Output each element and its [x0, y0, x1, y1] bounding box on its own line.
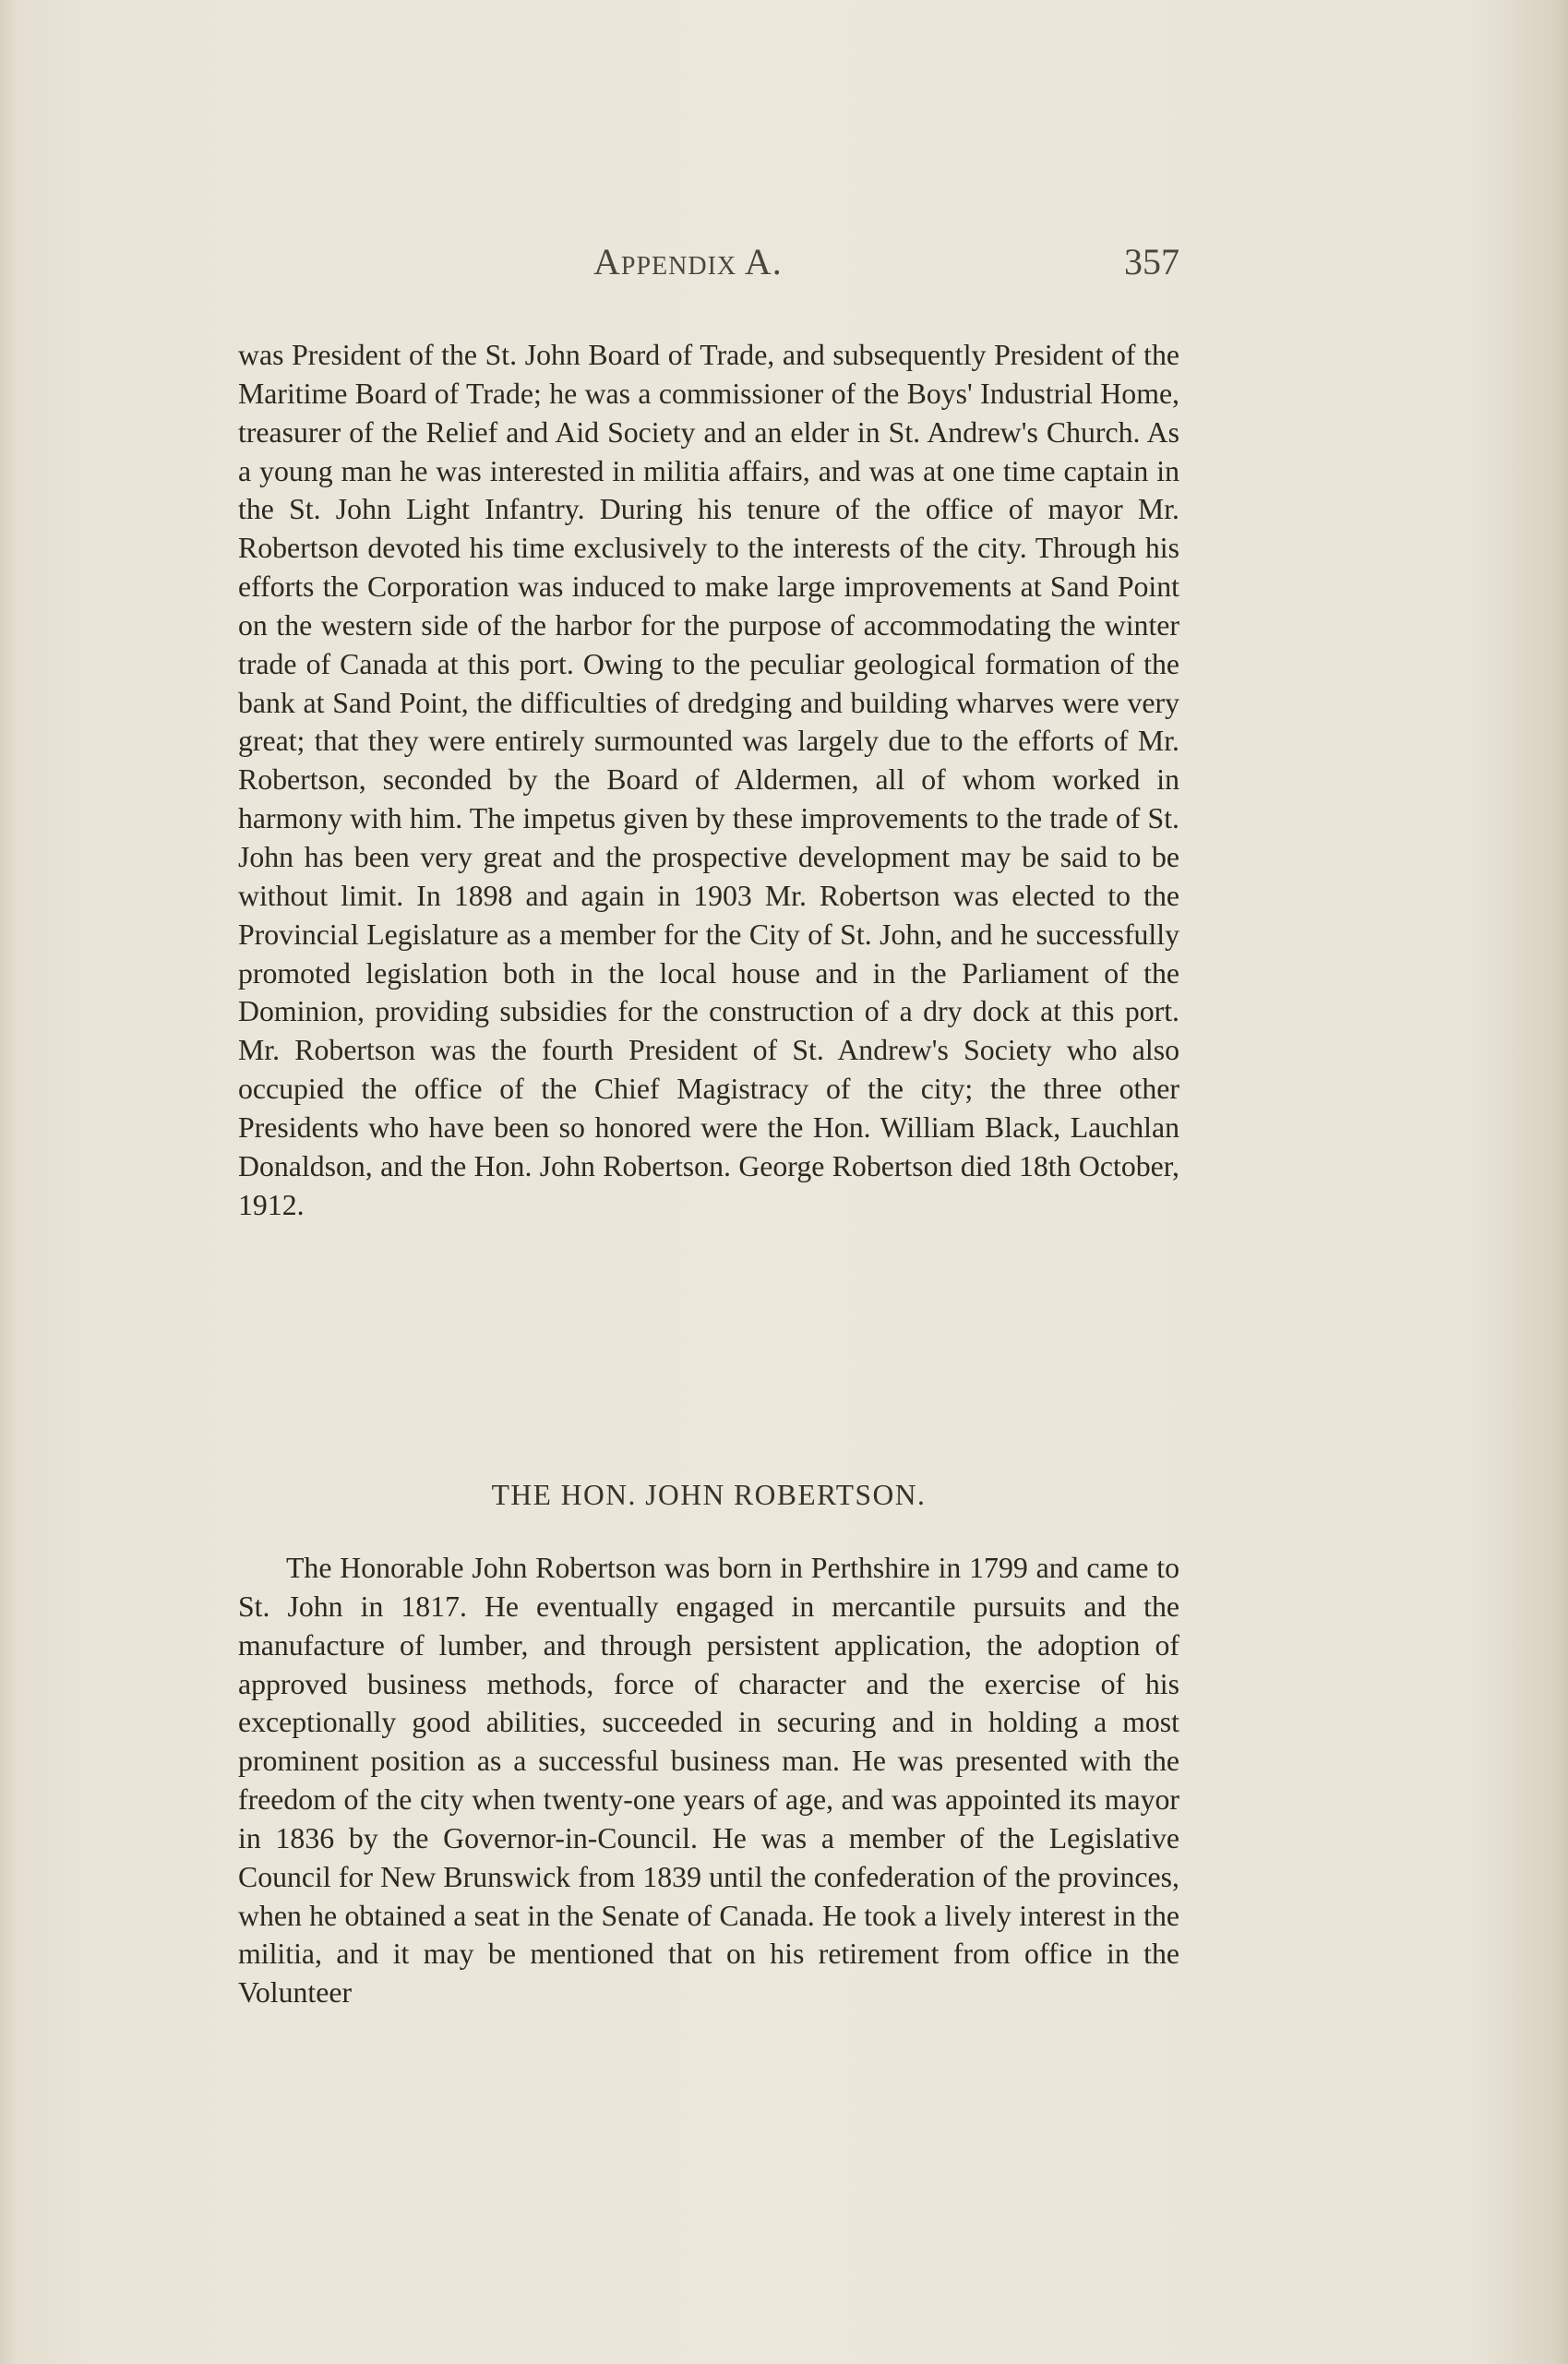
running-head — [238, 240, 1179, 286]
running-title: Appendix A. — [593, 241, 783, 282]
section-heading: THE HON. JOHN ROBERTSON. — [491, 1479, 927, 1511]
paragraph-john-robertson: The Honorable John Robertson was born in Perthshire in 1799 and came to St. John in 1817. He eventually engaged in mercantile pursuits and the manufacture of lumber, and through persistent application, the adoption of approved business methods, force of character and the exercise of his exceptionally good abilities, succeeded in securing and in holding a most prominent position as a successful business man. He was presented with the freedom of the city when twenty-one years of age, and was appointed its mayor in 1836 by the Governor-in-Council. He was a member of the Legislative Council for New Brunswick from 1839 until the confederation of the provinces, when he obtained a seat in the Senate of Canada. He took a lively interest in the militia, and it may be mentioned that on his retirement from office in the Volunteer — [238, 1552, 1179, 2010]
paragraph-george-robertson: was President of the St. John Board of Trade, and subsequently President of the Maritime Board of Trade; he was a commissioner of the Boys' Industrial Home, treasurer of the Relief and Aid Society and an elder in St. Andrew's Church. As a young man he was interested in militia affairs, and was at one time captain in the St. John Light Infantry. During his tenure of the office of mayor Mr. Robertson devoted his time exclusively to the interests of the city. Through his efforts the Corporation was induced to make large improvements at Sand Point on the western side of the harbor for the purpose of accommodating the winter trade of Canada at this port. Owing to the peculiar geological formation of the bank at Sand Point, the difficulties of dredging and building wharves were very great; that they were entirely surmounted was largely due to the efforts of Mr. Robertson, seconded by the Board of Aldermen, all of whom worked in harmony with him. The impetus given by these improvements to the trade of St. John has been very great and the prospective development may be said to be without limit. In 1898 and again in 1903 Mr. Robertson was elected to the Provincial Legislature as a member for the City of St. John, and he successfully promoted legislation both in the local house and in the Parliament of the Dominion, providing subsidies for the construction of a dry dock at this port. Mr. Robertson was the fourth President of St. Andrew's Society who also occupied the office of the Chief Magistracy of the city; the three other Presidents who have been so honored were the Hon. William Black, Lauchlan Donaldson, and the Hon. John Robertson. George Robertson died 18th October, 1912. — [238, 339, 1179, 1221]
page-number: 357 — [1124, 241, 1179, 282]
page-edge-shadow — [0, 0, 17, 2364]
